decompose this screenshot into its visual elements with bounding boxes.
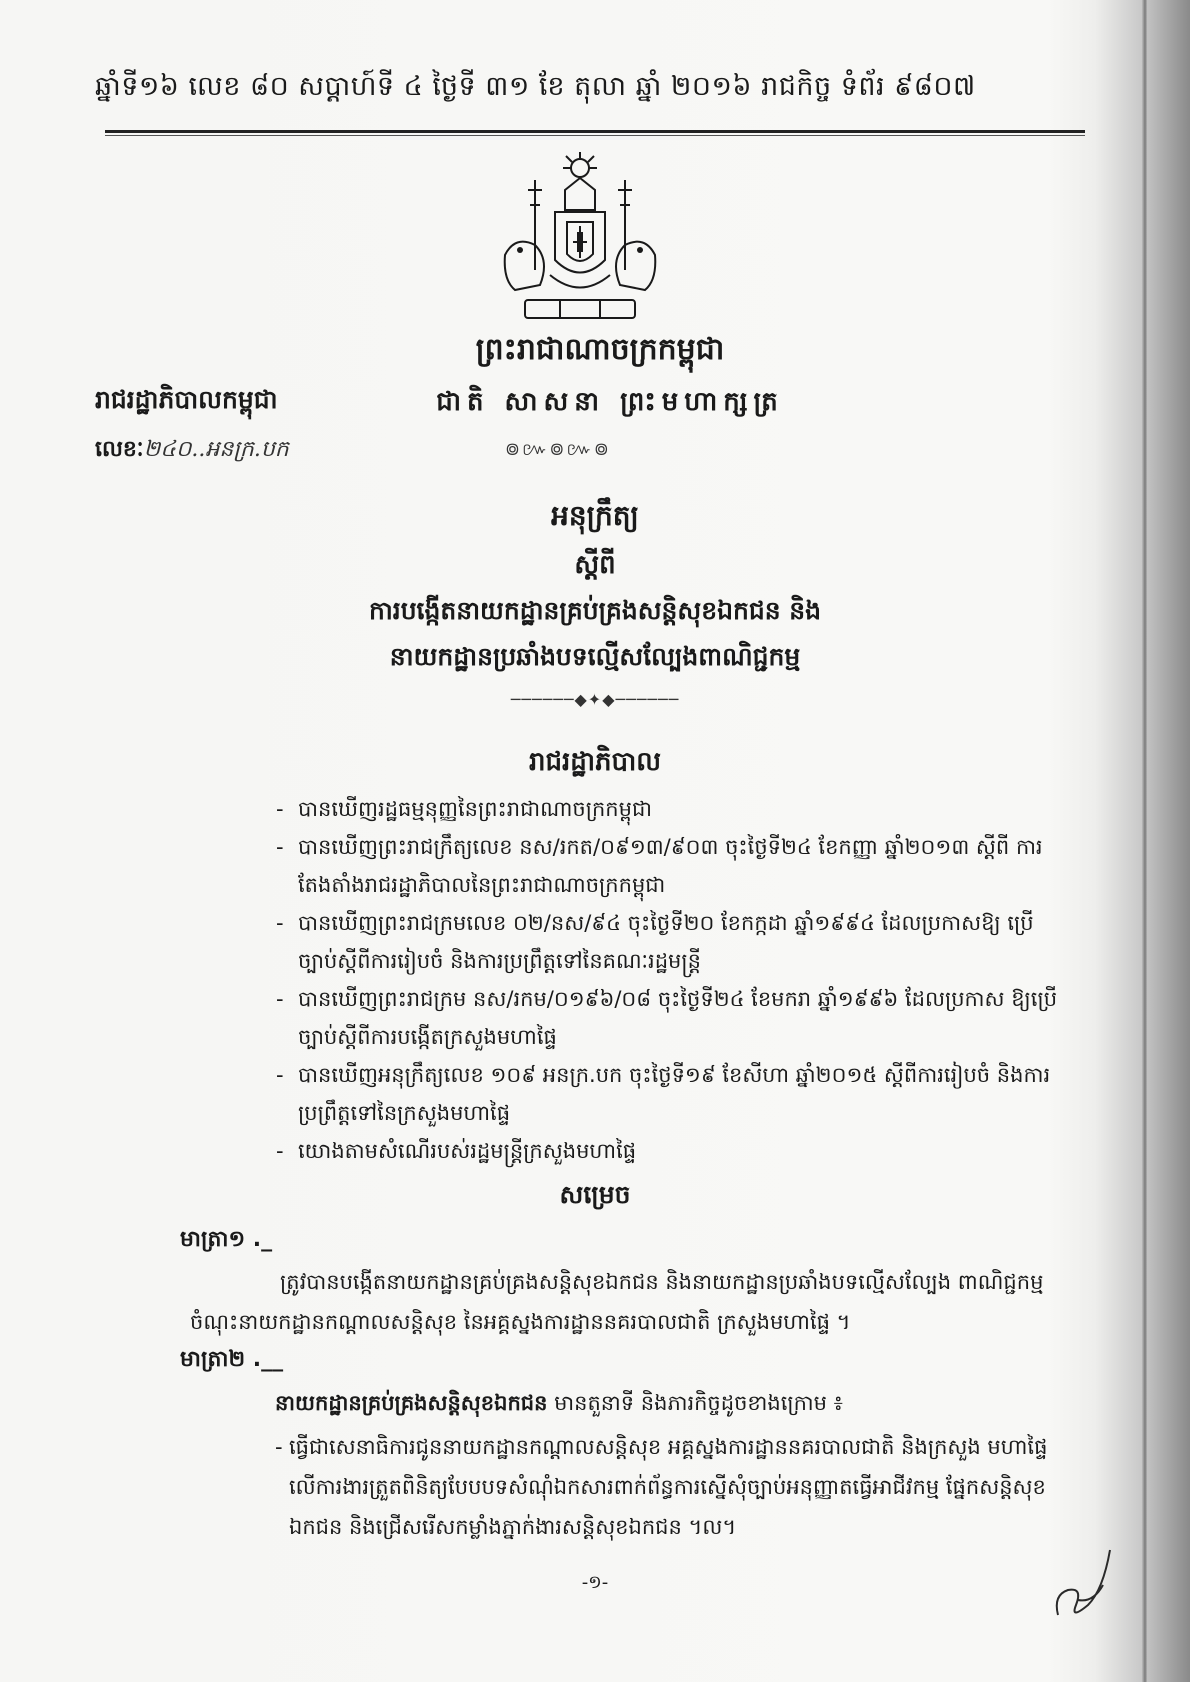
document-about: ស្តីពី	[574, 550, 616, 580]
whereas-item: - យោងតាមសំណើរបស់រដ្ឋមន្ត្រីក្រសួងមហាផ្ទៃ	[280, 1132, 1070, 1170]
issuer-heading: រាជរដ្ឋាភិបាល	[528, 747, 662, 777]
document-number-label: លេខៈ	[95, 437, 144, 462]
article2-heading: មាត្រា២ .__	[180, 1347, 284, 1372]
document-type: អនុក្រឹត្យ	[551, 499, 639, 532]
article2-duties	[275, 1427, 1075, 1547]
whereas-item: - បានឃើញព្រះរាជក្រឹត្យលេខ នស/រកត/០៩១៣/៩០៣ ចុះថ្ងៃទី២៤ ខែកញ្ញា ឆ្នាំ២០១៣ ស្តីពី ការតែងតាំងរាជរដ្ឋាភិបាលនៃព្រះរាជាណាចក្រកម្ពុជា	[280, 828, 1070, 904]
government-name: រាជរដ្ឋាភិបាលកម្ពុជា	[95, 385, 278, 414]
ornament-divider: ──────◆✦◆──────	[510, 690, 680, 709]
whereas-list	[280, 790, 1070, 1170]
header-rule-thin	[105, 135, 1085, 136]
article1-heading: មាត្រា១ ._	[180, 1227, 273, 1252]
article2-lead-bold: នាយកដ្ឋានគ្រប់គ្រងសន្តិសុខឯកជន	[275, 1391, 548, 1415]
kingdom-title: ព្រះរាជាណាចក្រកម្ពុជា	[475, 332, 725, 367]
ornament-small: ៙៚៙៚៙	[505, 439, 611, 460]
duty-item: - ធ្វើជាសេនាធិការជូននាយកដ្ឋានកណ្តាលសន្តិសុខ អគ្គស្នងការដ្ឋាននគរបាលជាតិ និងក្រសួង មហាផ្ទៃ លើការងារត្រួតពិនិត្យបែបបទសំណុំឯកសារពាក់ព័ន្ធការស្នើសុំច្បាប់អនុញ្ញាតធ្វើអាជីវកម្ម ផ្នែកសន្តិសុខឯកជន និងជ្រើសរើសកម្លាំងភ្នាក់ងារសន្តិសុខឯកជន ។ល។	[275, 1427, 1075, 1547]
article1-text: ត្រូវបានបង្កើតនាយកដ្ឋានគ្រប់គ្រងសន្តិសុខឯកជន និងនាយកដ្ឋានប្រឆាំងបទល្មើសល្បែង ពាណិជ្ជកម្ម ចំណុះនាយកដ្ឋានកណ្តាលសន្តិសុខ នៃអគ្គស្នងការដ្ឋាននគរបាលជាតិ ក្រសួងមហាផ្ទៃ ។	[190, 1270, 1044, 1334]
document-subject-line1: ការបង្កើតនាយកដ្ឋានគ្រប់គ្រងសន្តិសុខឯកជន និង	[368, 596, 822, 625]
signature-initial-icon	[1048, 1545, 1118, 1625]
page-number: -១-	[581, 1572, 609, 1593]
article2-lead	[275, 1390, 843, 1421]
whereas-item: - បានឃើញអនុក្រឹត្យលេខ ១០៩ អនក្រ.បក ចុះថ្ងៃទី១៩ ខែសីហា ឆ្នាំ២០១៥ ស្តីពីការរៀបចំ និងការប្រព្រឹត្តទៅនៃក្រសួងមហាផ្ទៃ	[280, 1056, 1070, 1132]
national-motto: ជាតិ សាសនា ព្រះមហាក្សត្រ	[436, 387, 784, 417]
article2-lead-rest: មានតួនាទី និងភារកិច្ចដូចខាងក្រោម ៖	[547, 1391, 843, 1415]
whereas-item: - បានឃើញព្រះរាជក្រមលេខ ០២/នស/៩៤ ចុះថ្ងៃទី២០ ខែកក្កដា ឆ្នាំ១៩៩៤ ដែលប្រកាសឱ្យ ប្រើច្បាប់ស្តីពីការរៀបចំ និងការប្រព្រឹត្តទៅនៃគណៈរដ្ឋមន្ត្រី	[280, 904, 1070, 980]
royal-coat-of-arms-icon	[495, 150, 665, 330]
whereas-item: - បានឃើញរដ្ឋធម្មនុញ្ញនៃព្រះរាជាណាចក្រកម្ពុជា	[280, 790, 1070, 828]
gazette-header: ឆ្នាំទី១៦ លេខ ៨០ សប្តាហ៍ទី ៤ ថ្ងៃទី ៣១ ខែ តុលា ឆ្នាំ ២០១៦ រាជកិច្ច ទំព័រ ៩៨០៧	[95, 71, 976, 102]
header-rule	[105, 130, 1085, 133]
document-number-value: ២៤០..អនក្រ.បក	[143, 437, 289, 462]
scan-edge	[1142, 0, 1148, 1682]
document-number	[95, 435, 289, 467]
document-subject-line2: នាយកដ្ឋានប្រឆាំងបទល្មើសល្បែងពាណិជ្ជកម្ម	[389, 642, 801, 671]
whereas-item: - បានឃើញព្រះរាជក្រម នស/រកម/០១៩៦/០៨ ចុះថ្ងៃទី២៤ ខែមករា ឆ្នាំ១៩៩៦ ដែលប្រកាស ឱ្យប្រើច្បាប់ស្តីពីការបង្កើតក្រសួងមហាផ្ទៃ	[280, 980, 1070, 1056]
decision-heading: សម្រេច	[559, 1180, 631, 1209]
